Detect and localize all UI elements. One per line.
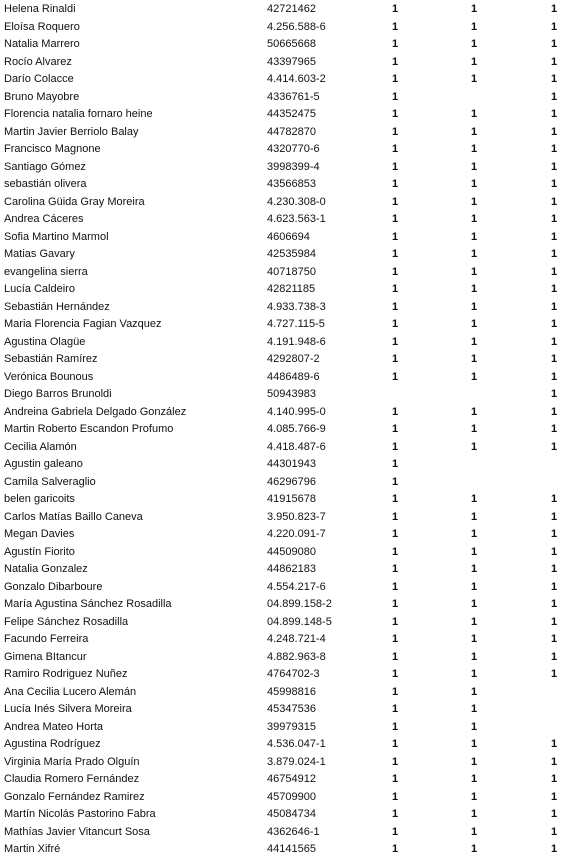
mark-col-2-cell: 1 (470, 423, 478, 435)
document-number-cell: 3998399-4 (267, 160, 320, 173)
document-number-cell: 3.879.024-1 (267, 755, 326, 768)
mark-col-1-cell: 1 (391, 580, 399, 593)
mark-col-1-cell: 1 (391, 195, 399, 208)
table-row (0, 824, 580, 842)
person-name-cell: Martin Javier Berriolo Balay (4, 125, 139, 138)
document-number-cell: 4.554.217-6 (267, 580, 326, 593)
mark-col-2-cell: 1 (470, 178, 478, 190)
person-name-cell: Eloísa Roquero (4, 20, 80, 33)
table-row (0, 281, 580, 299)
person-name-cell: Mathías Javier Vitancurt Sosa (4, 825, 150, 838)
mark-col-1-cell: 1 (391, 265, 399, 278)
mark-col-3-cell: 1 (550, 405, 558, 418)
person-name-cell: Natalia Marrero (4, 38, 80, 50)
mark-col-1-cell: 1 (391, 633, 399, 645)
table-row (0, 789, 580, 807)
mark-col-2-cell: 1 (470, 633, 478, 645)
mark-col-3-cell: 1 (550, 388, 558, 400)
mark-col-1-cell: 1 (391, 55, 399, 68)
mark-col-3-cell: 1 (550, 738, 558, 750)
mark-col-2-cell: 1 (470, 405, 478, 418)
mark-col-1-cell: 1 (391, 125, 399, 138)
person-name-cell: Sofia Martino Marmol (4, 230, 109, 243)
mark-col-2-cell: 1 (470, 580, 478, 593)
person-name-cell: Sebastián Hernández (4, 300, 110, 313)
document-number-cell: 3.950.823-7 (267, 510, 326, 523)
mark-col-3-cell: 1 (550, 773, 558, 785)
table-row (0, 544, 580, 562)
person-name-cell: Gonzalo Dibarboure (4, 580, 103, 593)
document-number-cell: 4292807-2 (267, 353, 320, 365)
table-row (0, 421, 580, 439)
mark-col-2-cell: 1 (470, 440, 478, 453)
document-number-cell: 50943983 (267, 388, 316, 400)
document-number-cell: 4.191.948-6 (267, 335, 326, 348)
mark-col-3-cell: 1 (550, 90, 558, 103)
document-number-cell: 4764702-3 (267, 668, 320, 680)
mark-col-2-cell: 1 (470, 528, 478, 540)
document-number-cell: 40718750 (267, 265, 316, 278)
document-number-cell: 4336761-5 (267, 90, 320, 103)
mark-col-1-cell: 1 (391, 405, 399, 418)
mark-col-2-cell: 1 (470, 703, 478, 715)
table-row (0, 194, 580, 212)
mark-col-1-cell: 1 (391, 440, 399, 453)
document-number-cell: 4362646-1 (267, 825, 320, 838)
mark-col-2-cell: 1 (470, 738, 478, 750)
mark-col-3-cell: 1 (550, 283, 558, 295)
person-name-cell: Agustina Olagüe (4, 335, 86, 348)
mark-col-1-cell: 1 (391, 650, 399, 663)
mark-col-2-cell: 1 (470, 55, 478, 68)
mark-col-1-cell: 1 (391, 843, 399, 855)
document-number-cell: 4.414.603-2 (267, 73, 326, 85)
mark-col-2-cell: 1 (470, 160, 478, 173)
mark-col-2-cell: 1 (470, 615, 478, 628)
mark-col-2-cell: 1 (470, 598, 478, 610)
document-number-cell: 4.230.308-0 (267, 195, 326, 208)
person-name-cell: Felipe Sánchez Rosadilla (4, 615, 129, 628)
person-name-cell: Ramiro Rodriguez Nuñez (4, 668, 128, 680)
table-row (0, 456, 580, 474)
document-number-cell: 45347536 (267, 703, 316, 715)
table-row (0, 106, 580, 124)
person-name-cell: Verónica Bounous (4, 370, 94, 383)
person-name-cell: Helena Rinaldi (4, 3, 76, 15)
mark-col-2-cell: 1 (470, 563, 478, 575)
document-number-cell: 4.727.115-5 (267, 318, 325, 330)
mark-col-1-cell: 1 (391, 668, 399, 680)
table-row (0, 299, 580, 317)
mark-col-1-cell: 1 (391, 335, 399, 348)
mark-col-1-cell: 1 (391, 720, 399, 733)
document-number-cell: 43566853 (267, 178, 316, 190)
mark-col-1-cell: 1 (391, 318, 399, 330)
person-name-cell: Sebastián Ramírez (4, 353, 98, 365)
mark-col-1-cell: 1 (391, 615, 399, 628)
mark-col-2-cell: 1 (470, 843, 478, 855)
mark-col-2-cell: 1 (470, 248, 478, 260)
mark-col-2-cell: 1 (470, 668, 478, 680)
document-number-cell: 44301943 (267, 458, 316, 470)
mark-col-3-cell: 1 (550, 650, 558, 663)
mark-col-3-cell: 1 (550, 230, 558, 243)
mark-col-3-cell: 1 (550, 125, 558, 138)
person-name-cell: Bruno Mayobre (4, 90, 80, 103)
mark-col-2-cell: 1 (470, 108, 478, 120)
mark-col-2-cell: 1 (470, 493, 478, 505)
document-number-cell: 4.623.563-1 (267, 213, 326, 225)
person-name-cell: Rocío Alvarez (4, 55, 72, 68)
document-number-cell: 44509080 (267, 545, 316, 558)
document-number-cell: 4.140.995-0 (267, 405, 326, 418)
table-row (0, 54, 580, 72)
mark-col-3-cell: 1 (550, 790, 558, 803)
document-number-cell: 4.248.721-4 (267, 633, 326, 645)
person-name-cell: Martín Nicolás Pastorino Fabra (4, 808, 156, 820)
mark-col-2-cell: 1 (470, 650, 478, 663)
person-name-cell: Natalia Gonzalez (4, 563, 88, 575)
table-row (0, 176, 580, 194)
mark-col-1-cell: 1 (391, 563, 399, 575)
mark-col-2-cell: 1 (470, 790, 478, 803)
mark-col-2-cell: 1 (470, 125, 478, 138)
mark-col-2-cell: 1 (470, 265, 478, 278)
table-row (0, 211, 580, 229)
mark-col-1-cell: 1 (391, 3, 399, 15)
table-row (0, 386, 580, 404)
table-row (0, 351, 580, 369)
mark-col-3-cell: 1 (550, 300, 558, 313)
mark-col-3-cell: 1 (550, 528, 558, 540)
mark-col-3-cell: 1 (550, 108, 558, 120)
mark-col-3-cell: 1 (550, 808, 558, 820)
mark-col-3-cell: 1 (550, 73, 558, 85)
document-number-cell: 42721462 (267, 3, 316, 15)
mark-col-3-cell: 1 (550, 843, 558, 855)
table-row (0, 666, 580, 684)
table-row (0, 1, 580, 19)
document-number-cell: 39979315 (267, 720, 316, 733)
table-row (0, 736, 580, 754)
mark-col-3-cell: 1 (550, 668, 558, 680)
table-row (0, 369, 580, 387)
person-name-cell: Carolina Güida Gray Moreira (4, 195, 145, 208)
mark-col-1-cell: 1 (391, 773, 399, 785)
table-row (0, 36, 580, 54)
mark-col-3-cell: 1 (550, 545, 558, 558)
person-name-cell: Martin Xifré (4, 843, 61, 855)
document-number-cell: 43397965 (267, 55, 316, 68)
mark-col-1-cell: 1 (391, 598, 399, 610)
table-row (0, 229, 580, 247)
table-row (0, 404, 580, 422)
mark-col-2-cell: 1 (470, 318, 478, 330)
document-number-cell: 4.536.047-1 (267, 738, 326, 750)
mark-col-1-cell: 1 (391, 493, 399, 505)
person-name-cell: Gonzalo Fernández Ramirez (4, 790, 145, 803)
mark-col-2-cell: 1 (470, 73, 478, 85)
document-number-cell: 46296796 (267, 475, 316, 488)
mark-col-3-cell: 1 (550, 248, 558, 260)
table-row (0, 246, 580, 264)
person-name-cell: Facundo Ferreira (4, 633, 89, 645)
mark-col-3-cell: 1 (550, 633, 558, 645)
mark-col-1-cell: 1 (391, 458, 399, 470)
table-row (0, 439, 580, 457)
table-row (0, 124, 580, 142)
document-number-cell: 44352475 (267, 108, 316, 120)
mark-col-2-cell: 1 (470, 353, 478, 365)
table-row (0, 141, 580, 159)
mark-col-2-cell: 1 (470, 685, 478, 698)
mark-col-2-cell: 1 (470, 825, 478, 838)
mark-col-1-cell: 1 (391, 353, 399, 365)
document-number-cell: 04.899.148-5 (267, 615, 332, 628)
mark-col-1-cell: 1 (391, 38, 399, 50)
document-number-cell: 4.882.963-8 (267, 650, 326, 663)
mark-col-1-cell: 1 (391, 510, 399, 523)
person-name-cell: Maria Florencia Fagian Vazquez (4, 318, 162, 330)
person-name-cell: Agustin galeano (4, 458, 83, 470)
person-name-cell: Megan Davies (4, 528, 75, 540)
mark-col-1-cell: 1 (391, 545, 399, 558)
person-name-cell: Camila Salveraglio (4, 475, 96, 488)
person-name-cell: Virginia María Prado Olguín (4, 755, 140, 768)
mark-col-2-cell: 1 (470, 755, 478, 768)
person-name-cell: Matias Gavary (4, 248, 75, 260)
person-name-cell: Diego Barros Brunoldi (4, 388, 112, 400)
mark-col-3-cell: 1 (550, 825, 558, 838)
mark-col-3-cell: 1 (550, 160, 558, 173)
table-row (0, 596, 580, 614)
document-number-cell: 4320770-6 (267, 143, 320, 155)
mark-col-2-cell: 1 (470, 195, 478, 208)
mark-col-2-cell: 1 (470, 3, 478, 15)
mark-col-1-cell: 1 (391, 808, 399, 820)
person-name-cell: Andrea Mateo Horta (4, 720, 104, 733)
document-number-cell: 4.220.091-7 (267, 528, 326, 540)
mark-col-1-cell: 1 (391, 738, 399, 750)
mark-col-3-cell: 1 (550, 213, 558, 225)
person-name-cell: Agustina Rodríguez (4, 738, 101, 750)
mark-col-2-cell: 1 (470, 143, 478, 155)
table-row (0, 561, 580, 579)
document-number-cell: 41915678 (267, 493, 316, 505)
mark-col-1-cell: 1 (391, 423, 399, 435)
document-number-cell: 44782870 (267, 125, 316, 138)
document-number-cell: 42821185 (267, 283, 316, 295)
table-row (0, 71, 580, 89)
table-row (0, 806, 580, 824)
document-number-cell: 4.933.738-3 (267, 300, 326, 313)
mark-col-1-cell: 1 (391, 230, 399, 243)
mark-col-3-cell: 1 (550, 370, 558, 383)
table-row (0, 334, 580, 352)
document-number-cell: 4486489-6 (267, 370, 320, 383)
document-number-cell: 42535984 (267, 248, 316, 260)
mark-col-3-cell: 1 (550, 580, 558, 593)
mark-col-3-cell: 1 (550, 493, 558, 505)
mark-col-2-cell: 1 (470, 545, 478, 558)
document-number-cell: 44141565 (267, 843, 316, 855)
mark-col-3-cell: 1 (550, 178, 558, 190)
person-name-cell: Claudia Romero Fernández (4, 773, 140, 785)
mark-col-2-cell: 1 (470, 370, 478, 383)
table-row (0, 614, 580, 632)
mark-col-1-cell: 1 (391, 73, 399, 85)
table-row (0, 264, 580, 282)
mark-col-3-cell: 1 (550, 265, 558, 278)
document-number-cell: 50665668 (267, 38, 316, 50)
mark-col-2-cell: 1 (470, 230, 478, 243)
mark-col-1-cell: 1 (391, 475, 399, 488)
document-number-cell: 04.899.158-2 (267, 598, 332, 610)
document-number-cell: 46754912 (267, 773, 316, 785)
mark-col-3-cell: 1 (550, 20, 558, 33)
table-row (0, 509, 580, 527)
mark-col-1-cell: 1 (391, 790, 399, 803)
person-name-cell: Darío Colacce (4, 73, 74, 85)
mark-col-1-cell: 1 (391, 213, 399, 225)
mark-col-1-cell: 1 (391, 178, 399, 190)
document-number-cell: 45709900 (267, 790, 316, 803)
mark-col-3-cell: 1 (550, 615, 558, 628)
table-row (0, 719, 580, 737)
table-row (0, 19, 580, 37)
mark-col-3-cell: 1 (550, 510, 558, 523)
mark-col-3-cell: 1 (550, 440, 558, 453)
document-number-cell: 4.085.766-9 (267, 423, 326, 435)
person-name-cell: evangelina sierra (4, 265, 88, 278)
mark-col-3-cell: 1 (550, 353, 558, 365)
mark-col-1-cell: 1 (391, 300, 399, 313)
mark-col-2-cell: 1 (470, 213, 478, 225)
mark-col-3-cell: 1 (550, 335, 558, 348)
person-name-cell: Lucía Inés Silvera Moreira (4, 703, 132, 715)
mark-col-3-cell: 1 (550, 3, 558, 15)
table-row (0, 89, 580, 107)
person-name-cell: Martin Roberto Escandon Profumo (4, 423, 174, 435)
mark-col-3-cell: 1 (550, 55, 558, 68)
person-name-cell: Francisco Magnone (4, 143, 101, 155)
document-number-cell: 4.418.487-6 (267, 440, 326, 453)
table-row (0, 631, 580, 649)
mark-col-2-cell: 1 (470, 38, 478, 50)
table-row (0, 526, 580, 544)
document-number-cell: 45084734 (267, 808, 316, 820)
document-number-cell: 4.256.588-6 (267, 20, 326, 33)
table-row (0, 649, 580, 667)
person-name-cell: Andreina Gabriela Delgado González (4, 405, 187, 418)
person-name-cell: Florencia natalia fornaro heine (4, 108, 153, 120)
mark-col-2-cell: 1 (470, 300, 478, 313)
table-row (0, 491, 580, 509)
person-name-cell: Gimena BItancur (4, 650, 87, 663)
table-row (0, 474, 580, 492)
mark-col-1-cell: 1 (391, 160, 399, 173)
table-row (0, 159, 580, 177)
mark-col-3-cell: 1 (550, 598, 558, 610)
mark-col-1-cell: 1 (391, 143, 399, 155)
person-name-cell: sebastián olivera (4, 178, 87, 190)
mark-col-1-cell: 1 (391, 90, 399, 103)
person-name-cell: Cecilia Alamón (4, 440, 77, 453)
mark-col-1-cell: 1 (391, 825, 399, 838)
mark-col-3-cell: 1 (550, 563, 558, 575)
mark-col-2-cell: 1 (470, 20, 478, 33)
table-row (0, 684, 580, 702)
table-row (0, 579, 580, 597)
mark-col-2-cell: 1 (470, 283, 478, 295)
mark-col-1-cell: 1 (391, 283, 399, 295)
document-number-cell: 4606694 (267, 230, 310, 243)
mark-col-2-cell: 1 (470, 510, 478, 523)
mark-col-2-cell: 1 (470, 720, 478, 733)
mark-col-3-cell: 1 (550, 143, 558, 155)
person-name-cell: Santiago Gómez (4, 160, 86, 173)
person-name-cell: María Agustina Sánchez Rosadilla (4, 598, 172, 610)
mark-col-3-cell: 1 (550, 755, 558, 768)
table-row (0, 754, 580, 772)
mark-col-3-cell: 1 (550, 38, 558, 50)
mark-col-1-cell: 1 (391, 248, 399, 260)
table-row (0, 701, 580, 719)
document-number-cell: 44862183 (267, 563, 316, 575)
mark-col-1-cell: 1 (391, 20, 399, 33)
mark-col-2-cell: 1 (470, 808, 478, 820)
mark-col-1-cell: 1 (391, 108, 399, 120)
document-number-cell: 45998816 (267, 685, 316, 698)
mark-col-3-cell: 1 (550, 423, 558, 435)
mark-col-1-cell: 1 (391, 755, 399, 768)
mark-col-1-cell: 1 (391, 528, 399, 540)
table-row (0, 771, 580, 789)
person-name-cell: belen garicoits (4, 493, 75, 505)
mark-col-1-cell: 1 (391, 370, 399, 383)
mark-col-1-cell: 1 (391, 685, 399, 698)
mark-col-2-cell: 1 (470, 773, 478, 785)
mark-col-3-cell: 1 (550, 195, 558, 208)
mark-col-2-cell: 1 (470, 335, 478, 348)
mark-col-3-cell: 1 (550, 318, 558, 330)
table-row (0, 316, 580, 334)
mark-col-1-cell: 1 (391, 703, 399, 715)
person-name-cell: Ana Cecilia Lucero Alemán (4, 685, 137, 698)
person-name-cell: Andrea Cáceres (4, 213, 84, 225)
person-name-cell: Carlos Matías Baillo Caneva (4, 510, 143, 523)
person-name-cell: Agustín Fiorito (4, 545, 75, 558)
person-name-cell: Lucía Caldeiro (4, 283, 75, 295)
